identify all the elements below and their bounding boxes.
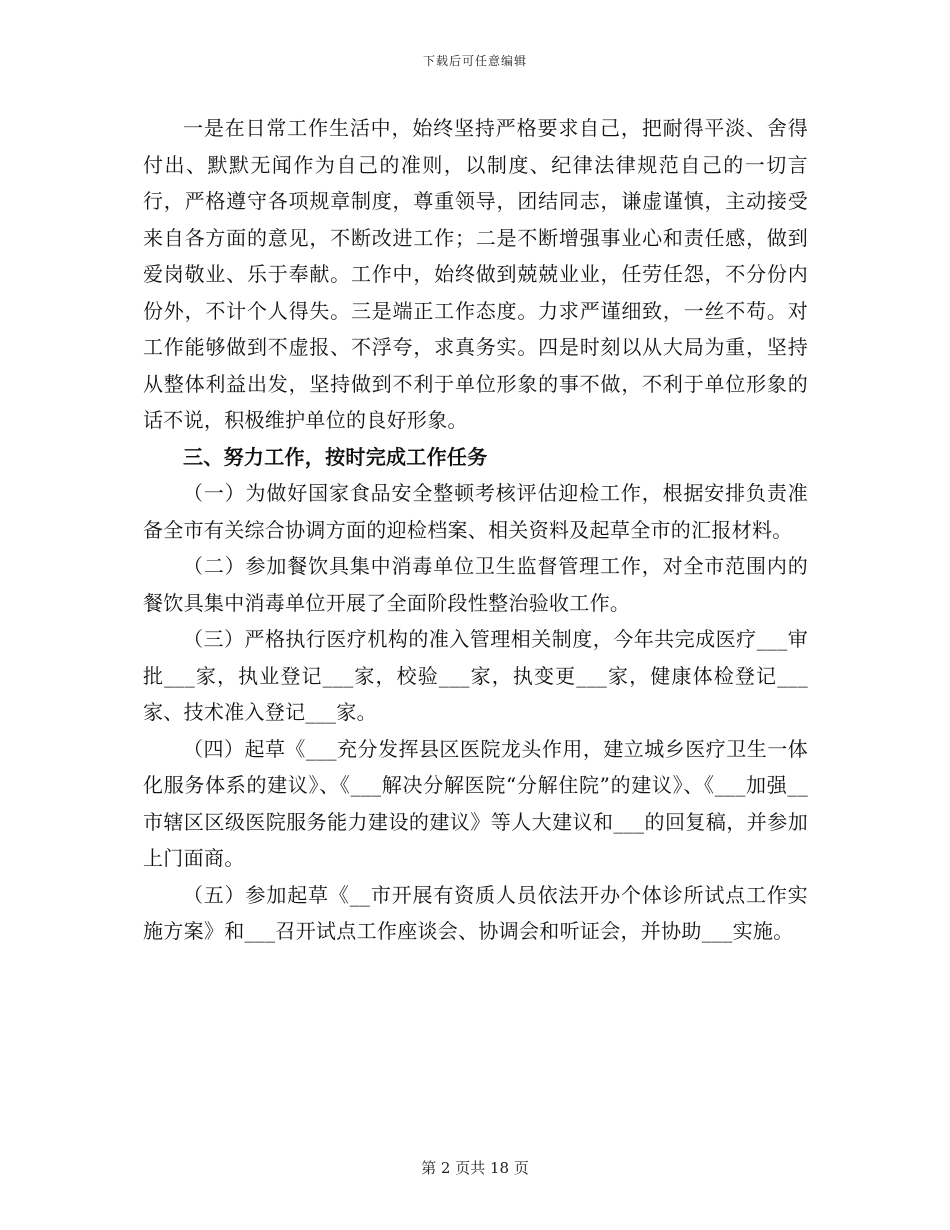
section-heading: 三、努力工作，按时完成工作任务 bbox=[183, 444, 488, 469]
list-item-2: （二）参加餐饮具集中消毒单位卫生监督管理工作，对全市范围内的餐饮具集中消毒单位开展了全面阶段性整治验收工作。 bbox=[143, 554, 808, 615]
list-item-1: （一）为做好国家食品安全整顿考核评估迎检工作，根据安排负责准备全市有关综合协调方面的迎检档案、相关资料及起草全市的汇报材料。 bbox=[143, 481, 808, 542]
list-item-4: （四）起草《___充分发挥县区医院龙头作用，建立城乡医疗卫生一体化服务体系的建议》、《___解决分解医院“分解住院”的建议》、《___加强__市辖区区级医院服务能力建设的建议》等人大建议和___的回复稿，并参加上门面商。 bbox=[143, 736, 808, 870]
list-item-5: （五）参加起草《__市开展有资质人员依法开办个体诊所试点工作实施方案》和___召开试点工作座谈会、协调会和听证会，并协助___实施。 bbox=[143, 882, 808, 943]
page-header: 下载后可任意编辑 bbox=[422, 54, 527, 68]
page-number: 第 2 页共 18 页 bbox=[421, 1159, 529, 1177]
document-body bbox=[143, 110, 808, 950]
list-item-3: （三）严格执行医疗机构的准入管理相关制度，今年共完成医疗___审批___家，执业登记___家，校验___家，执变更___家，健康体检登记___家、技术准入登记___家。 bbox=[143, 627, 808, 724]
paragraph-discipline: 一是在日常工作生活中，始终坚持严格要求自己，把耐得平淡、舍得付出、默默无闻作为自己的准则，以制度、纪律法律规范自己的一切言行，严格遵守各项规章制度，尊重领导，团结同志，谦虚谨慎，主动接受来自各方面的意见，不断改进工作；二是不断增强事业心和责任感，做到爱岗敬业、乐于奉献。工作中，始终做到兢兢业业，任劳任怨，不分份内份外，不计个人得失。三是端正工作态度。力求严谨细致，一丝不苟。对工作能够做到不虚报、不浮夸，求真务实。四是时刻以从大局为重，坚持从整体利益出发，坚持做到不利于单位形象的事不做，不利于单位形象的话不说，积极维护单位的良好形象。 bbox=[143, 116, 808, 432]
